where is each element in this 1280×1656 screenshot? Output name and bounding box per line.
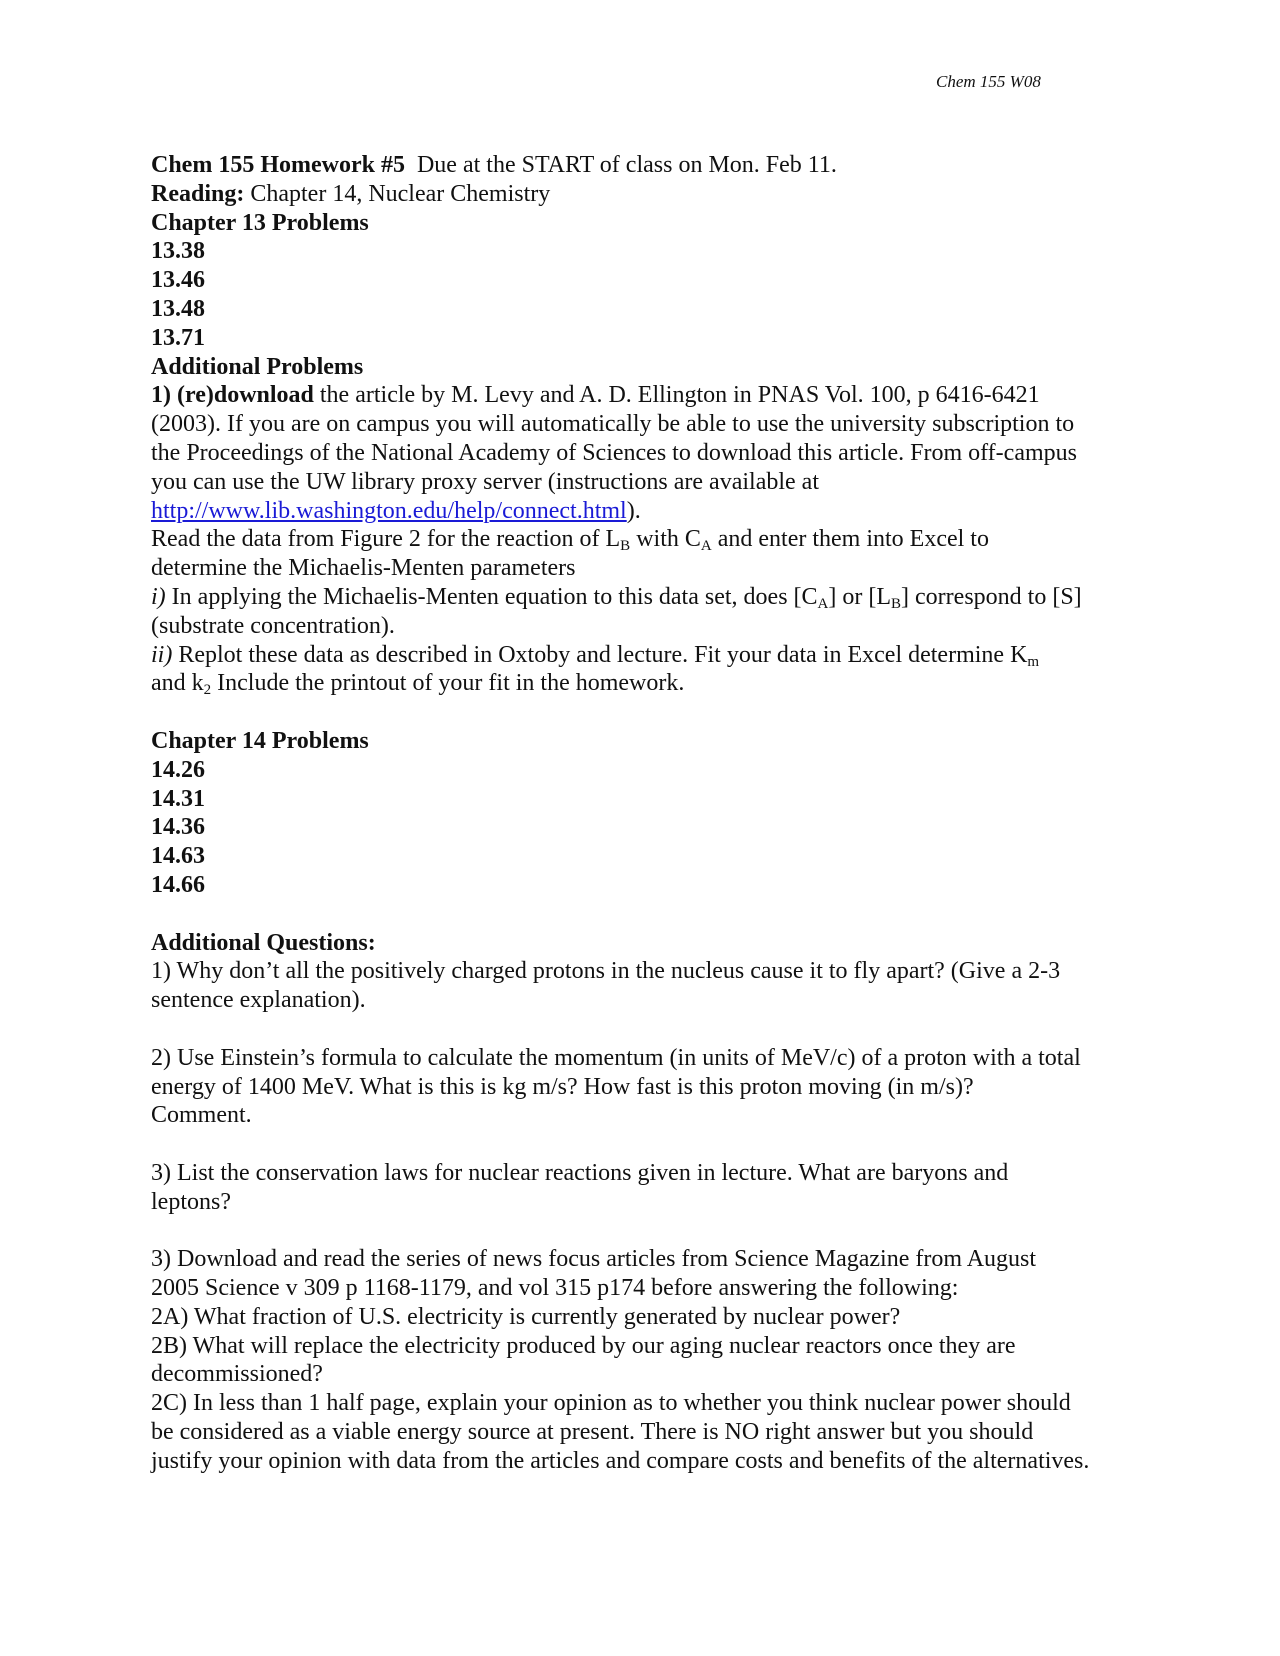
problem-item: 13.46 (151, 267, 205, 294)
spacer (151, 1130, 1151, 1159)
problem-item: 14.66 (151, 871, 205, 898)
paragraph-line: justify your opinion with data from the articles and compare costs and benefits of the alternatives. (151, 1447, 1090, 1474)
question-ii-continued: and $k_2$ Include the printout of your fit in the homework. (151, 670, 685, 699)
subquestion-2c: 2C) In less than 1 half page, explain your opinion as to whether you think nuclear power should (151, 1390, 1071, 1417)
chapter14-heading: Chapter 14 Problems (151, 727, 369, 754)
problem-1-label: 1) (re)download (151, 382, 314, 409)
paragraph-line: decommissioned? (151, 1361, 323, 1388)
reading-label: Reading: (151, 180, 245, 207)
question-i: i) In applying the Michaelis-Menten equation to this data set, does $[C_A]$ or $[L_B]$ correspond to [S] (151, 583, 1082, 612)
question-2: 2) Use Einstein’s formula to calculate the momentum (in units of MeV/c) of a proton with a total (151, 1044, 1081, 1071)
subquestion-2b: 2B) What will replace the electricity produced by our aging nuclear reactors once they are (151, 1332, 1016, 1359)
question-4: 3) Download and read the series of news focus articles from Science Magazine from August (151, 1246, 1037, 1273)
homework-title-bold: Chem 155 Homework #5 (151, 152, 405, 178)
paragraph-line: the Proceedings of the National Academy of Sciences to download this article. From off-campus (151, 439, 1077, 466)
figure2-instruction: Read the data from Figure 2 for the reaction of $L_B$ with $C_A$ and enter them into Excel to (151, 526, 989, 555)
paragraph-line: (substrate concentration). (151, 612, 395, 639)
problem-item: 14.63 (151, 843, 205, 870)
spacer (151, 1015, 1151, 1044)
proxy-server-link[interactable]: http://www.lib.washington.edu/help/connect.html (151, 497, 627, 524)
problem-item: 13.38 (151, 238, 205, 265)
paragraph-line: (2003). If you are on campus you will automatically be able to use the university subscription to (151, 411, 1075, 438)
problem-item: 14.26 (151, 756, 205, 783)
chapter13-heading: Chapter 13 Problems (151, 209, 369, 236)
reading-text: Chapter 14, Nuclear Chemistry (250, 180, 551, 207)
due-date: Due at the START of class on Mon. Feb 11. (416, 152, 837, 178)
reading-line (151, 180, 1151, 209)
additional-problem-1: 1) (re)download the article by M. Levy and A. D. Ellington in PNAS Vol. 100, p 6416-6421 (151, 382, 1040, 409)
spacer (151, 1216, 1151, 1245)
course-header: Chem 155 W08 (936, 72, 1041, 91)
subquestion-2a: 2A) What fraction of U.S. electricity is currently generated by nuclear power? (151, 1303, 901, 1330)
problem-item: 14.31 (151, 785, 205, 812)
paragraph-line: Comment. (151, 1102, 252, 1129)
additional-questions-heading: Additional Questions: (151, 929, 376, 956)
problem-item: 13.71 (151, 324, 205, 351)
spacer (151, 900, 1151, 929)
paragraph-line: determine the Michaelis-Menten parameters (151, 555, 576, 582)
question-ii: ii) Replot these data as described in Oxtoby and lecture. Fit your data in Excel determine $K_m$ (151, 641, 1040, 670)
link-line: http://www.lib.washington.edu/help/connect.html). (151, 497, 641, 524)
problem-item: 14.36 (151, 814, 205, 841)
paragraph-line: leptons? (151, 1188, 231, 1215)
homework-body (151, 151, 1151, 1476)
homework-title (151, 151, 1151, 180)
paragraph-line: energy of 1400 MeV. What is this is kg m/s? How fast is this proton moving (in m/s)? (151, 1073, 974, 1100)
problem-item: 13.48 (151, 295, 205, 322)
paragraph-line: 2005 Science v 309 p 1168-1179, and vol 315 p174 before answering the following: (151, 1275, 959, 1302)
paragraph-line: be considered as a viable energy source at present. There is NO right answer but you should (151, 1419, 1034, 1446)
paragraph-line: you can use the UW library proxy server (instructions are available at (151, 468, 819, 495)
question-3: 3) List the conservation laws for nuclear reactions given in lecture. What are baryons and (151, 1159, 1009, 1186)
question-1: 1) Why don’t all the positively charged protons in the nucleus cause it to fly apart? (Give a 2-3 (151, 958, 1061, 985)
spacer (151, 698, 1151, 727)
paragraph-line: sentence explanation). (151, 987, 366, 1014)
additional-problems-heading: Additional Problems (151, 353, 364, 380)
